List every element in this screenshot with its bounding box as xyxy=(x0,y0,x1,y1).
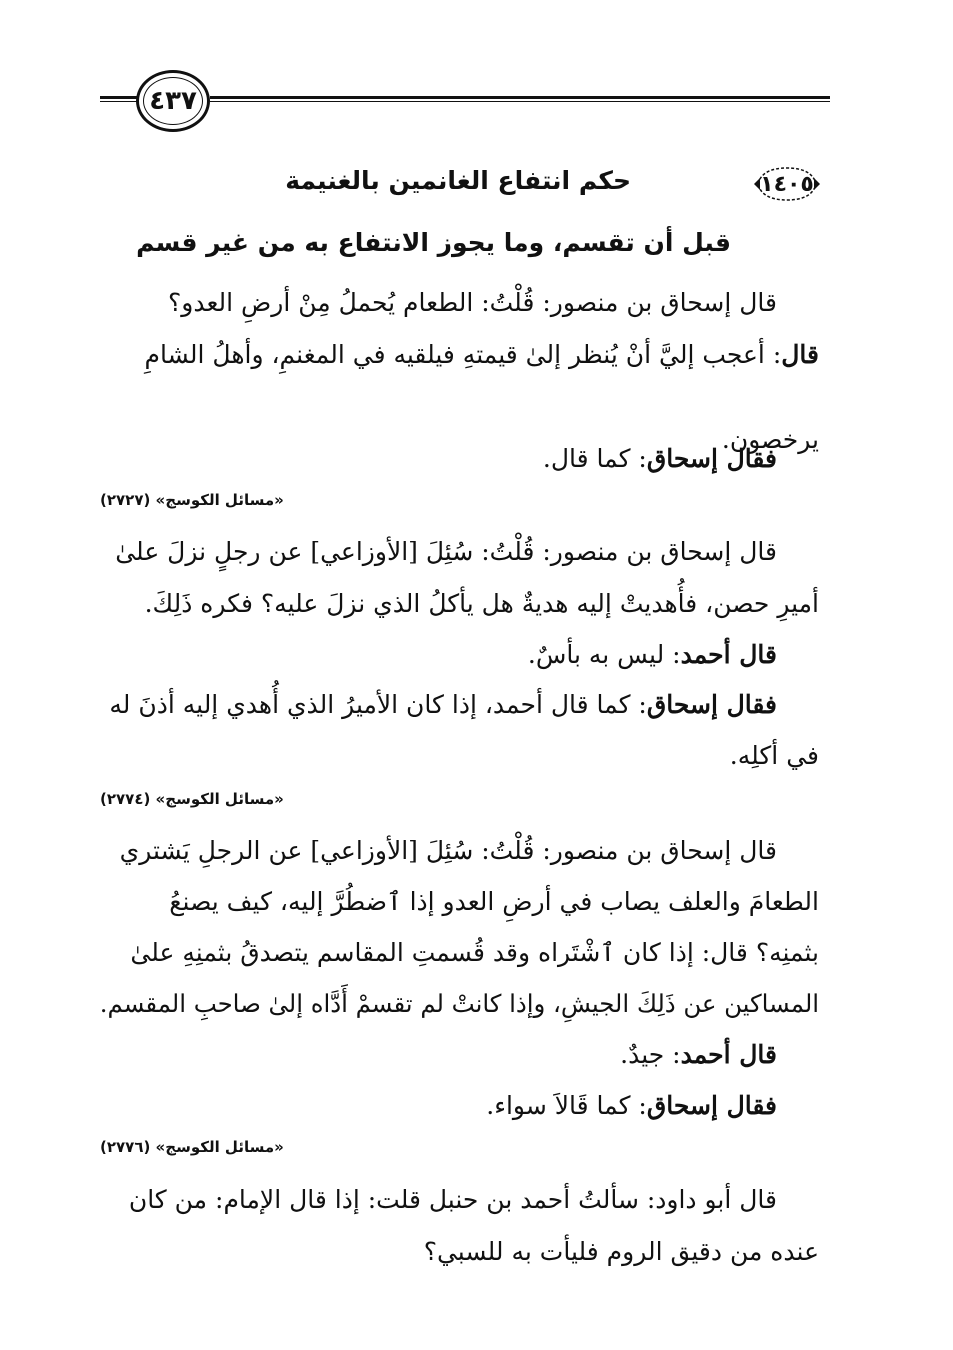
topic-number: ١٤٠٥ xyxy=(760,171,814,197)
header-rule-right xyxy=(210,96,830,102)
text-line: في أكلِه. xyxy=(729,741,819,770)
speaker-label: قال xyxy=(781,340,819,369)
text-line: المساكين عن ذَلِكَ الجيشِ، وإذا كانتْ لم تقسمْ أَدَّاه إلىٰ صاحبِ المقسم. xyxy=(99,989,819,1018)
page-number-badge xyxy=(136,70,210,132)
text-line: قال إسحاق بن منصور: قُلْتُ: الطعام يُحملُ مِنْ أرضِ العدو؟ xyxy=(168,288,777,317)
text-line: بثمنِه؟ قال: إذا كان ٱشْتَراه وقد قُسمتِ المقاسم يتصدقُ بثمنِهِ علىٰ xyxy=(130,938,819,967)
text-line xyxy=(144,338,819,372)
text-line: يرخصون. xyxy=(721,425,819,454)
text-line: قال إسحاق بن منصور: قُلْتُ: سُئِلَ [الأوزاعي] عن رجلٍ نزلَ علىٰ xyxy=(115,537,777,566)
speaker-label: قال أحمد xyxy=(680,1040,777,1069)
line-text: : كما قال أحمد، إذا كان الأميرُ الذي أُهدي إليه أذنَ له xyxy=(109,690,647,719)
text-line xyxy=(109,688,777,722)
source-reference: «مسائل الكوسج» (٢٧٢٧) xyxy=(100,491,284,509)
speaker-label: فقال إسحاق xyxy=(646,1091,777,1120)
source-reference: «مسائل الكوسج» (٢٧٧٦) xyxy=(100,1138,284,1156)
source-reference: «مسائل الكوسج» (٢٧٧٤) xyxy=(100,790,284,808)
topic-number-ornament xyxy=(752,162,822,206)
text-line xyxy=(543,442,777,476)
topic-title-line2: قبل أن تقسم، وما يجوز الانتفاع به من غير قسم xyxy=(136,228,731,257)
speaker-label: فقال إسحاق xyxy=(646,444,777,473)
topic-title-line1: حكم انتفاع الغانمين بالغنيمة xyxy=(285,166,631,195)
text-line xyxy=(486,1089,777,1123)
text-line: قال إسحاق بن منصور: قُلْتُ: سُئِلَ [الأوزاعي] عن الرجلِ يَشتري xyxy=(119,836,777,865)
line-text: : أعجب إليَّ أنْ يُنظر إلىٰ قيمتهِ فيلقيه في المغنمِ، وأهلُ الشامِ xyxy=(144,340,782,369)
text-line: عنده من دقيق الروم فليأت به للسبي؟ xyxy=(423,1237,819,1266)
text-line xyxy=(528,638,777,672)
line-text: : ليس به بأسٌ. xyxy=(527,640,681,669)
line-text: : كما قَالاَ سواء. xyxy=(486,1091,647,1120)
text-line xyxy=(620,1038,777,1072)
speaker-label: قال أحمد xyxy=(680,640,777,669)
text-line: الطعامَ والعلف يصاب في أرضِ العدو إذا ٱضطُرَّ إليه، كيف يصنعُ xyxy=(169,887,819,916)
page-number: ٤٣٧ xyxy=(149,86,197,116)
line-text: : جيدٌ. xyxy=(620,1040,681,1069)
speaker-label: فقال إسحاق xyxy=(646,690,777,719)
text-line: أميرِ حصن، فأُهديتْ إليه هديةٌ هل يأكلُ الذي نزلَ عليه؟ فكره ذَلِكَ. xyxy=(144,589,819,618)
text-line: قال أبو داود: سألتُ أحمد بن حنبل قلت: إذا قال الإمام: من كان xyxy=(128,1185,777,1214)
line-text: : كما قال. xyxy=(542,444,647,473)
